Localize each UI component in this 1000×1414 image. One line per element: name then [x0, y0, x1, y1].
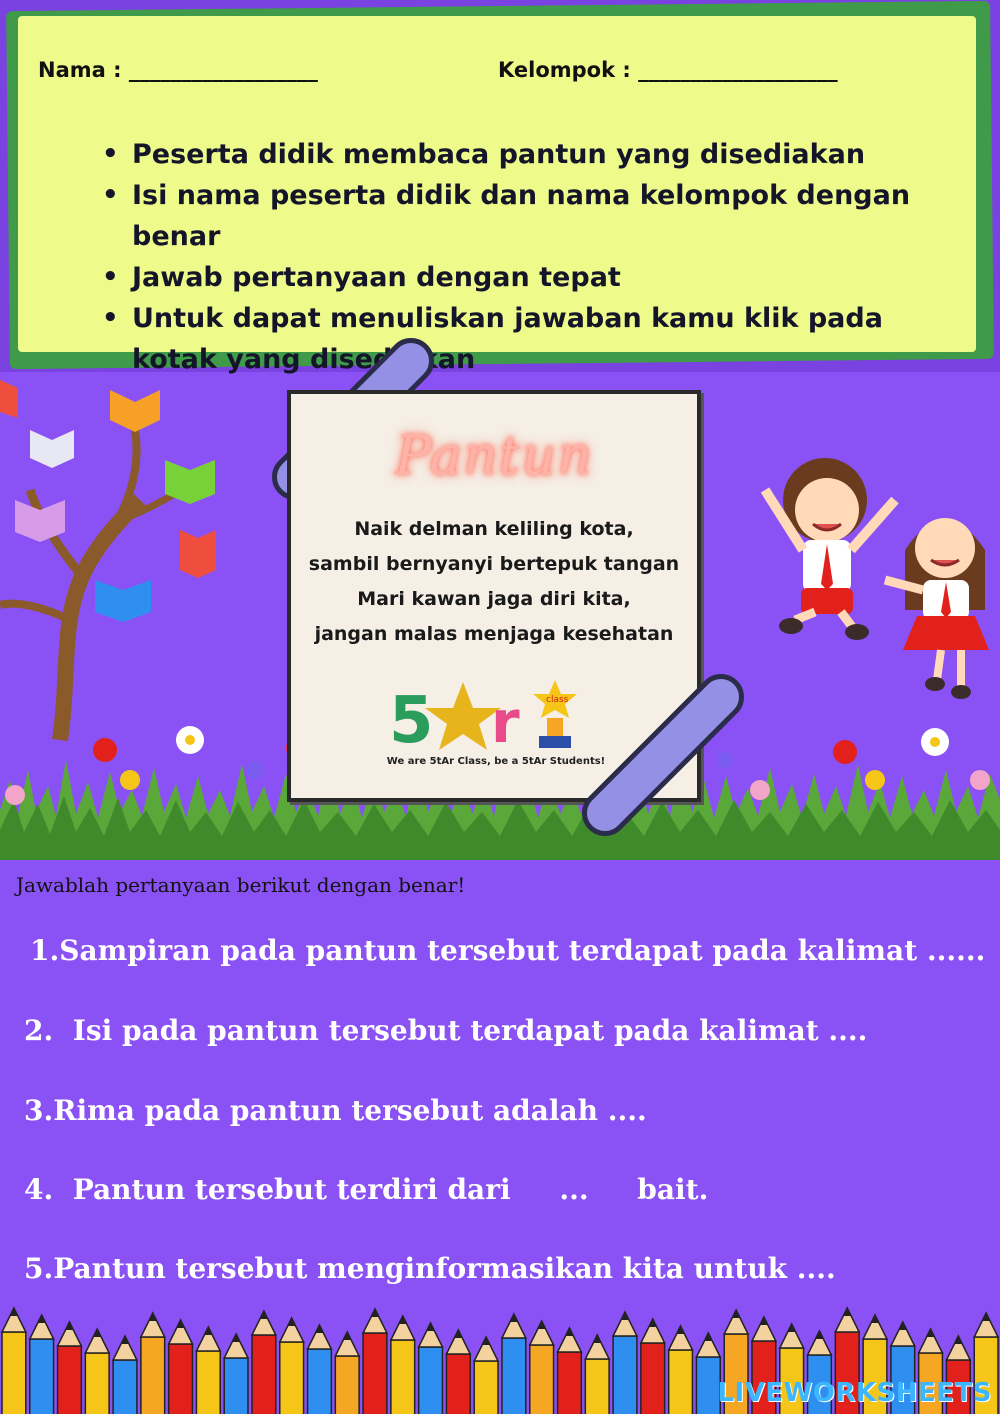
poem-line: jangan malas menjaga kesehatan — [314, 623, 674, 645]
book-icon — [110, 390, 160, 432]
question-item: 5.Pantun tersebut menginformasikan kita untuk .... — [24, 1252, 836, 1285]
pantun-poem — [291, 512, 697, 652]
boy-figure — [765, 458, 895, 640]
pencil-icon — [391, 1316, 415, 1414]
pencil-icon — [85, 1329, 109, 1414]
flower-icon — [921, 728, 949, 756]
nama-field[interactable]: Nama : __________________ — [38, 58, 318, 82]
book-icon — [180, 530, 216, 578]
liveworksheets-watermark: LIVEWORKSHEETS — [717, 1378, 992, 1408]
question-item: 2. Isi pada pantun tersebut terdapat pada kalimat .... — [24, 1014, 868, 1047]
flower-icon — [970, 770, 990, 790]
logo-star-icon — [425, 682, 501, 750]
star-class-logo — [387, 676, 607, 756]
book-icon — [95, 580, 151, 622]
flower-icon — [176, 726, 204, 754]
book-icon — [30, 430, 74, 468]
instruction-item: • Isi nama peserta didik dan nama kelompok dengan benar — [100, 175, 960, 257]
pencil-icon — [558, 1328, 582, 1414]
pencil-icon — [641, 1319, 665, 1414]
pencil-icon — [58, 1322, 82, 1414]
pencil-icon — [530, 1321, 554, 1414]
kids-illustration — [755, 440, 1000, 710]
pencil-icon — [502, 1314, 526, 1414]
pencil-icon — [363, 1309, 387, 1414]
question-item: 1.Sampiran pada pantun tersebut terdapat pada kalimat ...... — [30, 934, 986, 967]
trophy-icon — [547, 718, 563, 736]
question-item: 3.Rima pada pantun tersebut adalah .... — [24, 1094, 647, 1127]
pencil-icon — [669, 1326, 693, 1414]
trophy-base — [539, 736, 571, 748]
pencil-icon — [2, 1308, 26, 1414]
poem-line: sambil bernyanyi bertepuk tangan — [308, 553, 680, 575]
instruction-item: • Jawab pertanyaan dengan tepat — [100, 257, 960, 298]
logo-text-5: 5 — [389, 684, 434, 756]
flower-icon — [93, 738, 117, 762]
flower-icon — [5, 785, 25, 805]
poem-line: Naik delman keliling kota, — [354, 518, 634, 540]
kelompok-field[interactable]: Kelompok : ___________________ — [498, 58, 838, 82]
pencil-icon — [335, 1332, 359, 1414]
pencil-icon — [474, 1337, 498, 1414]
pencil-icon — [308, 1325, 332, 1414]
logo-text-r: r — [491, 688, 520, 756]
pencil-icon — [280, 1318, 304, 1414]
logo-tagline: We are 5tAr Class, be a 5tAr Students! — [386, 756, 606, 767]
flower-icon — [750, 780, 770, 800]
pencil-icon — [113, 1336, 137, 1414]
flower-icon — [246, 761, 264, 779]
instruction-list — [100, 134, 960, 380]
pencil-icon — [613, 1312, 637, 1414]
pencil-icon — [169, 1320, 193, 1414]
instruction-item: • Peserta didik membaca pantun yang disediakan — [100, 134, 960, 175]
pencil-icon — [141, 1313, 165, 1414]
book-tree-illustration — [0, 370, 260, 750]
questions-heading: Jawablah pertanyaan berikut dengan benar! — [16, 873, 466, 897]
pencil-icon — [419, 1323, 443, 1414]
pencil-icon — [252, 1311, 276, 1414]
flower-icon — [833, 740, 857, 764]
logo-badge: class — [546, 695, 569, 705]
poem-line: Mari kawan jaga diri kita, — [357, 588, 631, 610]
pantun-title: Pantun — [394, 424, 594, 487]
pencil-icon — [30, 1315, 54, 1414]
flower-icon — [120, 770, 140, 790]
pencil-icon — [446, 1330, 470, 1414]
flower-icon — [865, 770, 885, 790]
instruction-item: • Untuk dapat menuliskan jawaban kamu klik pada kotak yang disediakan — [100, 298, 960, 380]
pencil-icon — [196, 1327, 220, 1414]
girl-figure — [885, 518, 989, 699]
question-item: 4. Pantun tersebut terdiri dari ... bait. — [24, 1173, 709, 1206]
flower-icon — [717, 752, 733, 768]
pantun-card — [287, 390, 701, 802]
book-icon — [0, 380, 18, 418]
pencil-icon — [585, 1335, 609, 1414]
pencil-icon — [224, 1334, 248, 1414]
